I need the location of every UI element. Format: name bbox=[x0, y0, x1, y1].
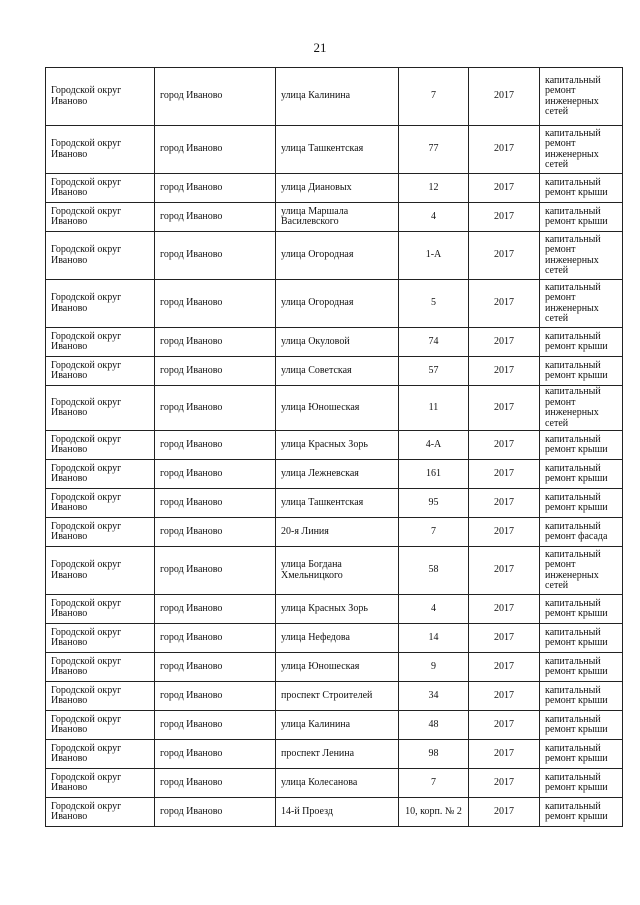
page-number: 21 bbox=[313, 40, 327, 55]
cell-city: город Иваново bbox=[155, 328, 276, 357]
cell-year: 2017 bbox=[469, 595, 540, 624]
cell-house-number: 7 bbox=[399, 68, 469, 126]
cell-house-number: 95 bbox=[399, 489, 469, 518]
cell-street: улица Окуловой bbox=[276, 328, 399, 357]
cell-street: улица Красных Зорь bbox=[276, 431, 399, 460]
cell-street: улица Богдана Хмельницкого bbox=[276, 547, 399, 595]
cell-city: город Иваново bbox=[155, 518, 276, 547]
table-row bbox=[46, 769, 623, 798]
cell-city: город Иваново bbox=[155, 595, 276, 624]
cell-street: проспект Строителей bbox=[276, 682, 399, 711]
table-row bbox=[46, 68, 623, 126]
cell-work-type: капитальный ремонт крыши bbox=[540, 769, 623, 798]
cell-year: 2017 bbox=[469, 798, 540, 827]
cell-city: город Иваново bbox=[155, 624, 276, 653]
cell-city: город Иваново bbox=[155, 740, 276, 769]
cell-municipal-district: Городской округ Иваново bbox=[46, 232, 155, 280]
cell-municipal-district: Городской округ Иваново bbox=[46, 386, 155, 431]
cell-work-type: капитальный ремонт крыши bbox=[540, 174, 623, 203]
cell-municipal-district: Городской округ Иваново bbox=[46, 518, 155, 547]
cell-year: 2017 bbox=[469, 68, 540, 126]
cell-municipal-district: Городской округ Иваново bbox=[46, 357, 155, 386]
cell-work-type: капитальный ремонт крыши bbox=[540, 460, 623, 489]
cell-work-type: капитальный ремонт инженерных сетей bbox=[540, 68, 623, 126]
cell-house-number: 7 bbox=[399, 518, 469, 547]
cell-house-number: 58 bbox=[399, 547, 469, 595]
cell-street: улица Ташкентская bbox=[276, 126, 399, 174]
cell-year: 2017 bbox=[469, 682, 540, 711]
cell-street: улица Юношеская bbox=[276, 386, 399, 431]
cell-city: город Иваново bbox=[155, 711, 276, 740]
table-row bbox=[46, 624, 623, 653]
cell-year: 2017 bbox=[469, 769, 540, 798]
cell-work-type: капитальный ремонт крыши bbox=[540, 682, 623, 711]
table-row bbox=[46, 653, 623, 682]
cell-work-type: капитальный ремонт инженерных сетей bbox=[540, 232, 623, 280]
table-row bbox=[46, 174, 623, 203]
cell-street: улица Лежневская bbox=[276, 460, 399, 489]
cell-year: 2017 bbox=[469, 232, 540, 280]
cell-city: город Иваново bbox=[155, 174, 276, 203]
cell-work-type: капитальный ремонт инженерных сетей bbox=[540, 280, 623, 328]
cell-work-type: капитальный ремонт фасада bbox=[540, 518, 623, 547]
cell-municipal-district: Городской округ Иваново bbox=[46, 769, 155, 798]
cell-municipal-district: Городской округ Иваново bbox=[46, 595, 155, 624]
cell-municipal-district: Городской округ Иваново bbox=[46, 68, 155, 126]
cell-year: 2017 bbox=[469, 357, 540, 386]
cell-year: 2017 bbox=[469, 711, 540, 740]
cell-work-type: капитальный ремонт инженерных сетей bbox=[540, 126, 623, 174]
cell-city: город Иваново bbox=[155, 798, 276, 827]
cell-street: улица Диановых bbox=[276, 174, 399, 203]
table-row bbox=[46, 232, 623, 280]
cell-year: 2017 bbox=[469, 328, 540, 357]
cell-year: 2017 bbox=[469, 203, 540, 232]
cell-year: 2017 bbox=[469, 431, 540, 460]
cell-municipal-district: Городской округ Иваново bbox=[46, 798, 155, 827]
table-row bbox=[46, 386, 623, 431]
cell-municipal-district: Городской округ Иваново bbox=[46, 653, 155, 682]
cell-city: город Иваново bbox=[155, 232, 276, 280]
cell-city: город Иваново bbox=[155, 460, 276, 489]
cell-year: 2017 bbox=[469, 518, 540, 547]
cell-city: город Иваново bbox=[155, 489, 276, 518]
cell-municipal-district: Городской округ Иваново bbox=[46, 547, 155, 595]
cell-work-type: капитальный ремонт крыши bbox=[540, 595, 623, 624]
table-row bbox=[46, 682, 623, 711]
cell-work-type: капитальный ремонт крыши bbox=[540, 203, 623, 232]
cell-municipal-district: Городской округ Иваново bbox=[46, 126, 155, 174]
cell-street: улица Ташкентская bbox=[276, 489, 399, 518]
cell-house-number: 7 bbox=[399, 769, 469, 798]
table-body bbox=[46, 68, 623, 827]
cell-city: город Иваново bbox=[155, 682, 276, 711]
table-row bbox=[46, 595, 623, 624]
cell-house-number: 11 bbox=[399, 386, 469, 431]
cell-year: 2017 bbox=[469, 624, 540, 653]
table-row bbox=[46, 798, 623, 827]
cell-house-number: 5 bbox=[399, 280, 469, 328]
cell-year: 2017 bbox=[469, 126, 540, 174]
cell-municipal-district: Городской округ Иваново bbox=[46, 328, 155, 357]
cell-city: город Иваново bbox=[155, 126, 276, 174]
cell-city: город Иваново bbox=[155, 653, 276, 682]
cell-year: 2017 bbox=[469, 489, 540, 518]
cell-work-type: капитальный ремонт крыши bbox=[540, 798, 623, 827]
cell-house-number: 10, корп. № 2 bbox=[399, 798, 469, 827]
cell-house-number: 48 bbox=[399, 711, 469, 740]
cell-municipal-district: Городской округ Иваново bbox=[46, 682, 155, 711]
cell-city: город Иваново bbox=[155, 547, 276, 595]
cell-municipal-district: Городской округ Иваново bbox=[46, 280, 155, 328]
cell-city: город Иваново bbox=[155, 357, 276, 386]
table-row bbox=[46, 357, 623, 386]
cell-street: улица Огородная bbox=[276, 280, 399, 328]
cell-municipal-district: Городской округ Иваново bbox=[46, 431, 155, 460]
cell-house-number: 77 bbox=[399, 126, 469, 174]
cell-work-type: капитальный ремонт крыши bbox=[540, 711, 623, 740]
cell-municipal-district: Городской округ Иваново bbox=[46, 174, 155, 203]
cell-municipal-district: Городской округ Иваново bbox=[46, 711, 155, 740]
cell-street: 14-й Проезд bbox=[276, 798, 399, 827]
cell-work-type: капитальный ремонт крыши bbox=[540, 357, 623, 386]
cell-work-type: капитальный ремонт инженерных сетей bbox=[540, 386, 623, 431]
cell-house-number: 1-А bbox=[399, 232, 469, 280]
cell-work-type: капитальный ремонт крыши bbox=[540, 489, 623, 518]
cell-house-number: 9 bbox=[399, 653, 469, 682]
address-table bbox=[45, 67, 623, 827]
cell-year: 2017 bbox=[469, 174, 540, 203]
table-row bbox=[46, 711, 623, 740]
cell-street: улица Калинина bbox=[276, 68, 399, 126]
cell-year: 2017 bbox=[469, 460, 540, 489]
cell-house-number: 161 bbox=[399, 460, 469, 489]
table-row bbox=[46, 328, 623, 357]
cell-work-type: капитальный ремонт инженерных сетей bbox=[540, 547, 623, 595]
cell-street: 20-я Линия bbox=[276, 518, 399, 547]
cell-street: улица Маршала Василевского bbox=[276, 203, 399, 232]
cell-house-number: 12 bbox=[399, 174, 469, 203]
cell-street: улица Красных Зорь bbox=[276, 595, 399, 624]
cell-house-number: 4-А bbox=[399, 431, 469, 460]
table-row bbox=[46, 126, 623, 174]
cell-municipal-district: Городской округ Иваново bbox=[46, 203, 155, 232]
cell-city: город Иваново bbox=[155, 769, 276, 798]
table-row bbox=[46, 203, 623, 232]
cell-work-type: капитальный ремонт крыши bbox=[540, 431, 623, 460]
cell-municipal-district: Городской округ Иваново bbox=[46, 460, 155, 489]
table-row bbox=[46, 518, 623, 547]
cell-street: улица Нефедова bbox=[276, 624, 399, 653]
cell-city: город Иваново bbox=[155, 431, 276, 460]
cell-street: улица Калинина bbox=[276, 711, 399, 740]
cell-year: 2017 bbox=[469, 547, 540, 595]
table-row bbox=[46, 460, 623, 489]
cell-city: город Иваново bbox=[155, 386, 276, 431]
cell-work-type: капитальный ремонт крыши bbox=[540, 624, 623, 653]
cell-street: улица Огородная bbox=[276, 232, 399, 280]
cell-house-number: 4 bbox=[399, 595, 469, 624]
cell-house-number: 34 bbox=[399, 682, 469, 711]
cell-house-number: 14 bbox=[399, 624, 469, 653]
cell-house-number: 57 bbox=[399, 357, 469, 386]
cell-year: 2017 bbox=[469, 386, 540, 431]
cell-year: 2017 bbox=[469, 653, 540, 682]
cell-municipal-district: Городской округ Иваново bbox=[46, 624, 155, 653]
cell-street: проспект Ленина bbox=[276, 740, 399, 769]
cell-street: улица Колесанова bbox=[276, 769, 399, 798]
cell-city: город Иваново bbox=[155, 280, 276, 328]
cell-city: город Иваново bbox=[155, 68, 276, 126]
cell-year: 2017 bbox=[469, 280, 540, 328]
table-row bbox=[46, 280, 623, 328]
cell-work-type: капитальный ремонт крыши bbox=[540, 653, 623, 682]
table-row bbox=[46, 431, 623, 460]
table-row bbox=[46, 547, 623, 595]
cell-street: улица Советская bbox=[276, 357, 399, 386]
table-row bbox=[46, 740, 623, 769]
cell-work-type: капитальный ремонт крыши bbox=[540, 328, 623, 357]
cell-city: город Иваново bbox=[155, 203, 276, 232]
cell-house-number: 98 bbox=[399, 740, 469, 769]
cell-work-type: капитальный ремонт крыши bbox=[540, 740, 623, 769]
cell-municipal-district: Городской округ Иваново bbox=[46, 489, 155, 518]
cell-house-number: 74 bbox=[399, 328, 469, 357]
cell-street: улица Юношеская bbox=[276, 653, 399, 682]
cell-municipal-district: Городской округ Иваново bbox=[46, 740, 155, 769]
cell-house-number: 4 bbox=[399, 203, 469, 232]
cell-year: 2017 bbox=[469, 740, 540, 769]
table-row bbox=[46, 489, 623, 518]
